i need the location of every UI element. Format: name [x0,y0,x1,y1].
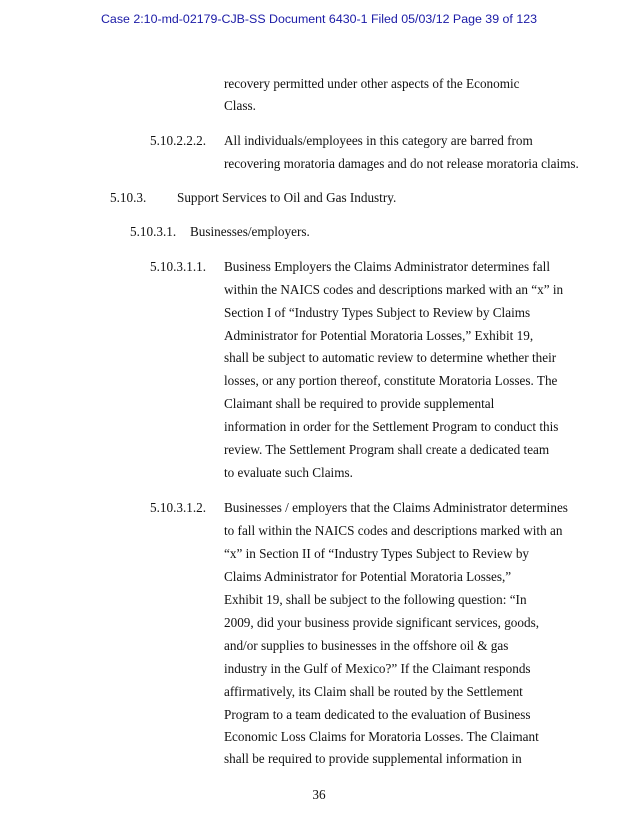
text-line: shall be subject to automatic review to determine whether their [224,350,557,365]
text-line: Exhibit 19, shall be subject to the following question: “In [224,592,527,607]
text-line: Business Employers the Claims Administrator determines fall [224,259,550,274]
text-line: Claimant shall be required to provide supplemental [224,396,495,411]
text-line: Section I of “Industry Types Subject to Review by Claims [224,305,531,320]
text-line: to evaluate such Claims. [224,465,353,480]
case-header: Case 2:10-md-02179-CJB-SS Document 6430-1 Filed 05/03/12 Page 39 of 123 [100,12,537,26]
text-line: “x” in Section II of “Industry Types Subject to Review by [224,546,530,561]
section-number: 5.10.3.1. [130,224,177,239]
text-line: Economic Loss Claims for Moratoria Losses. The Claimant [224,729,539,744]
text-line: review. The Settlement Program shall create a dedicated team [224,442,550,457]
text-line: to fall within the NAICS codes and descriptions marked with an [224,523,563,538]
text-line: Claims Administrator for Potential Moratoria Losses,” [224,569,512,584]
text-line: losses, or any portion thereof, constitute Moratoria Losses. The [224,373,558,388]
section-heading: Support Services to Oil and Gas Industry. [177,190,397,205]
text-line: recovery permitted under other aspects of the Economic [224,76,520,91]
text-line: shall be required to provide supplemental information in [224,751,522,766]
section-number: 5.10.3.1.1. [150,259,207,274]
text-line: recovering moratoria damages and do not release moratoria claims. [224,156,579,171]
text-line: information in order for the Settlement Program to conduct this [224,419,559,434]
text-line: within the NAICS codes and descriptions marked with an “x” in [224,282,564,297]
text-line: All individuals/employees in this category are barred from [224,133,533,148]
text-line: Program to a team dedicated to the evaluation of Business [224,707,531,722]
section-number: 5.10.3. [110,190,147,205]
text-line: affirmatively, its Claim shall be routed by the Settlement [224,684,523,699]
page-number: 36 [312,787,326,802]
section-number: 5.10.2.2.2. [150,133,207,148]
section-heading: Businesses/employers. [190,224,310,239]
text-line: industry in the Gulf of Mexico?” If the Claimant responds [224,661,531,676]
text-line: 2009, did your business provide significant services, goods, [224,615,539,630]
section-number: 5.10.3.1.2. [150,500,207,515]
text-line: Class. [224,98,256,113]
text-line: Businesses / employers that the Claims Administrator determines [224,500,568,515]
text-line: and/or supplies to businesses in the offshore oil & gas [224,638,509,653]
text-line: Administrator for Potential Moratoria Losses,” Exhibit 19, [224,328,534,343]
